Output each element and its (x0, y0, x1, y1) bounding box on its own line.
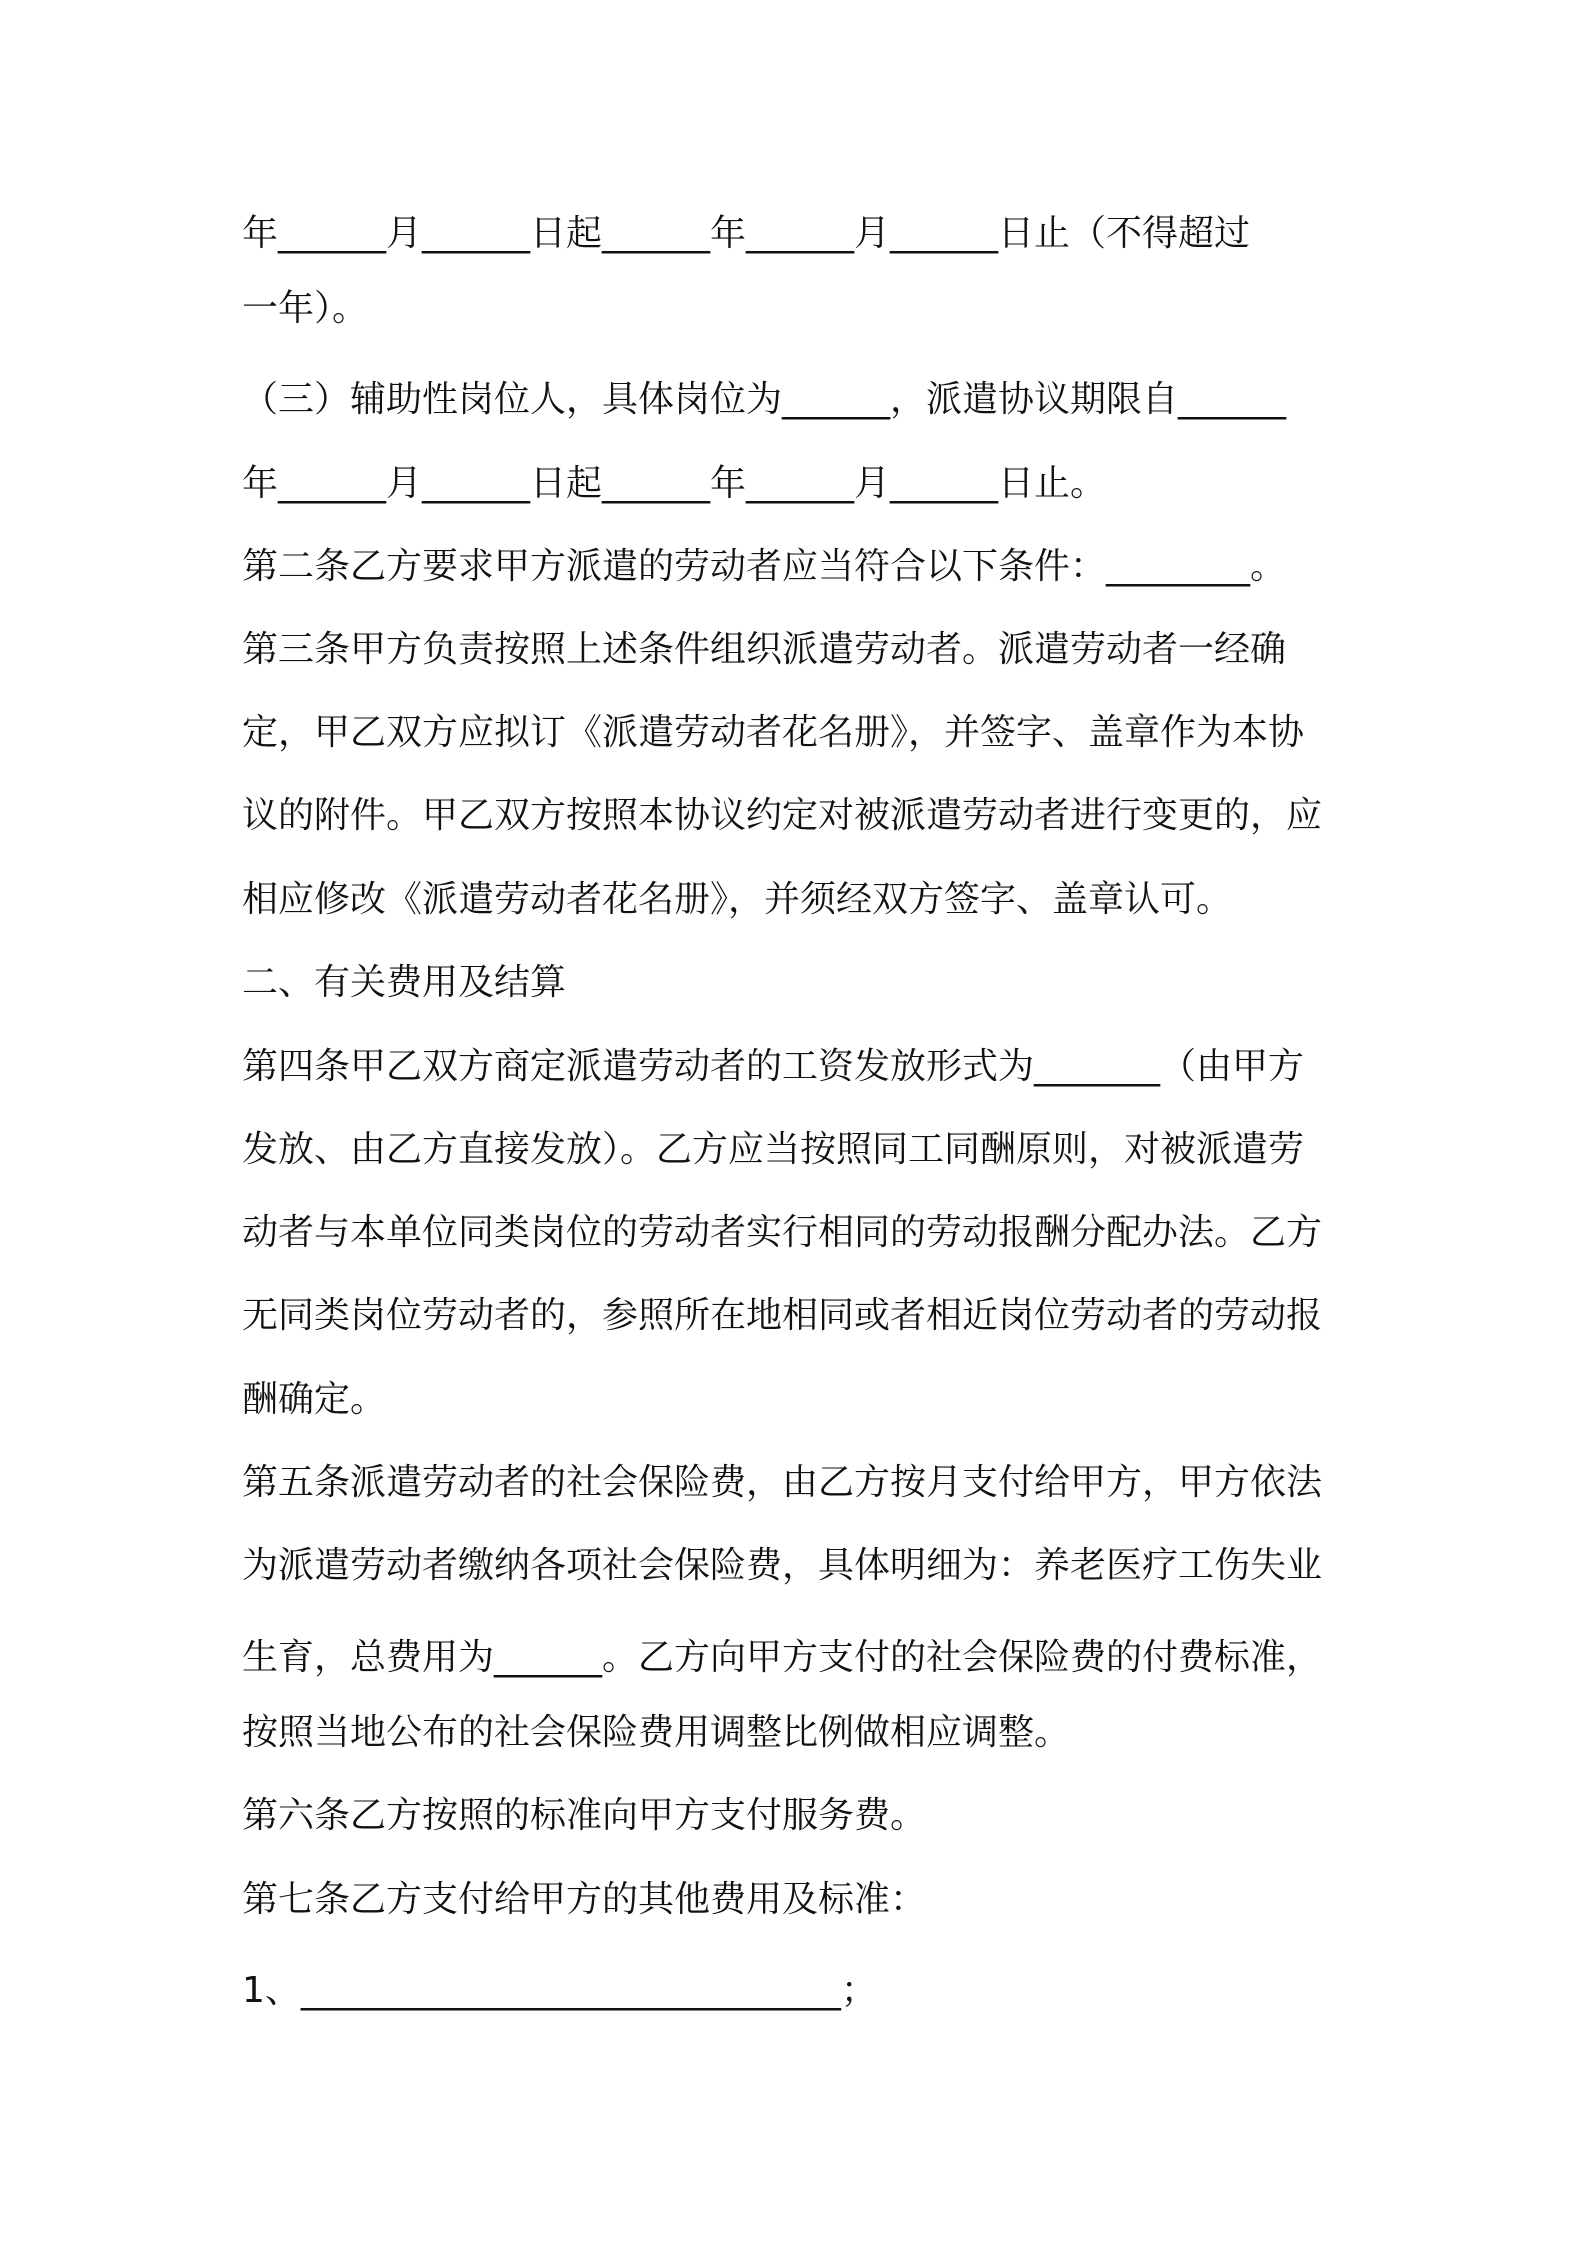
text-line-7: 定，甲乙双方应拟订《派遣劳动者花名册》，并签字、盖章作为本协 (242, 712, 1305, 753)
text-line-8: 议的附件。甲乙双方按照本协议约定对被派遣劳动者进行变更的，应 (242, 795, 1323, 836)
text-line-1: 年______月______日起______年______月______日止（不得超过 (242, 213, 1251, 254)
text-line-17: 为派遣劳动者缴纳各项社会保险费，具体明细为：养老医疗工伤失业 (242, 1545, 1323, 1586)
text-line-11: 第四条甲乙双方商定派遣劳动者的工资发放形式为_______（由甲方 (242, 1046, 1305, 1087)
text-line-15: 酬确定。 (242, 1379, 387, 1420)
text-line-5: 第二条乙方要求甲方派遣的劳动者应当符合以下条件：________。 (242, 546, 1287, 587)
text-line-18: 生育，总费用为______。乙方向甲方支付的社会保险费的付费标准， (242, 1637, 1323, 1678)
text-line-6: 第三条甲方负责按照上述条件组织派遣劳动者。派遣劳动者一经确 (242, 629, 1287, 670)
text-line-13: 动者与本单位同类岗位的劳动者实行相同的劳动报酬分配办法。乙方 (242, 1212, 1323, 1253)
text-line-20: 第六条乙方按照的标准向甲方支付服务费。 (242, 1795, 927, 1836)
text-line-19: 按照当地公布的社会保险费用调整比例做相应调整。 (242, 1712, 1071, 1753)
text-line-2: 一年）。 (242, 288, 369, 329)
text-line-14: 无同类岗位劳动者的，参照所在地相同或者相近岗位劳动者的劳动报 (242, 1295, 1323, 1336)
text-line-9: 相应修改《派遣劳动者花名册》，并须经双方签字、盖章认可。 (242, 879, 1233, 920)
text-line-21: 第七条乙方支付给甲方的其他费用及标准： (242, 1879, 927, 1920)
text-line-12: 发放、由乙方直接发放）。乙方应当按照同工同酬原则，对被派遣劳 (242, 1129, 1305, 1170)
text-line-22: 1、______________________________； (242, 1970, 877, 2011)
text-line-16: 第五条派遣劳动者的社会保险费，由乙方按月支付给甲方，甲方依法 (242, 1462, 1323, 1503)
text-line-4: 年______月______日起______年______月______日止。 (242, 463, 1107, 504)
text-line-3: （三）辅助性岗位人，具体岗位为______，派遣协议期限自______ (242, 379, 1287, 420)
section-heading: 二、有关费用及结算 (242, 962, 567, 1003)
